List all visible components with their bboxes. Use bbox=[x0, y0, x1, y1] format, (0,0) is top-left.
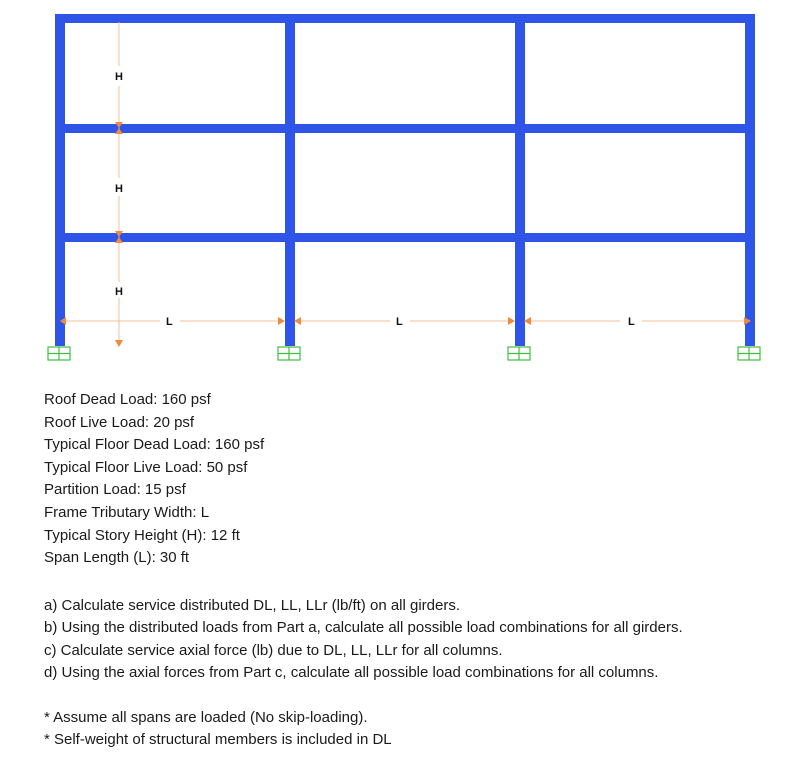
note-self-weight: * Self-weight of structural members is included in DL bbox=[44, 731, 392, 749]
column-2 bbox=[285, 14, 295, 346]
support-1 bbox=[48, 347, 70, 360]
floor-live-load: Typical Floor Live Load: 50 psf bbox=[44, 458, 248, 476]
tributary-width: Frame Tributary Width: L bbox=[44, 503, 210, 521]
span-label-2: L bbox=[396, 316, 403, 328]
height-dimensions bbox=[115, 22, 123, 347]
roof-girder bbox=[56, 14, 753, 23]
question-a: a) Calculate service distributed DL, LL, LLr (lb/ft) on all girders. bbox=[44, 596, 461, 614]
span-label-1: L bbox=[166, 316, 173, 328]
floor-2-girder bbox=[56, 233, 753, 242]
span-dimensions bbox=[60, 316, 751, 328]
support-4 bbox=[738, 347, 760, 360]
story-height: Typical Story Height (H): 12 ft bbox=[44, 526, 240, 544]
roof-dead-load: Roof Dead Load: 160 psf bbox=[44, 391, 211, 408]
note-list bbox=[44, 707, 784, 752]
columns bbox=[55, 14, 755, 346]
height-label-3: H bbox=[115, 286, 123, 298]
roof-live-load: Roof Live Load: 20 psf bbox=[44, 413, 195, 431]
load-list bbox=[44, 389, 784, 570]
note-skip-loading: * Assume all spans are loaded (No skip-loading). bbox=[44, 708, 368, 726]
floor-3-girder bbox=[56, 124, 753, 133]
question-b: b) Using the distributed loads from Part a, calculate all possible load combinations for all girders. bbox=[44, 619, 683, 637]
height-label-1: H bbox=[115, 71, 123, 83]
supports bbox=[48, 347, 760, 360]
column-1 bbox=[55, 14, 65, 346]
partition-load: Partition Load: 15 psf bbox=[44, 481, 186, 499]
girders bbox=[56, 14, 753, 242]
support-3 bbox=[508, 347, 530, 360]
support-2 bbox=[278, 347, 300, 360]
column-4 bbox=[745, 14, 755, 346]
floor-dead-load: Typical Floor Dead Load: 160 psf bbox=[44, 436, 265, 454]
span-label-3: L bbox=[628, 316, 635, 328]
span-length: Span Length (L): 30 ft bbox=[44, 549, 190, 567]
height-label-2: H bbox=[115, 183, 123, 195]
question-d: d) Using the axial forces from Part c, calculate all possible load combinations for all columns. bbox=[44, 664, 659, 682]
frame-diagram bbox=[0, 0, 808, 380]
column-3 bbox=[515, 14, 525, 346]
question-c: c) Calculate service axial force (lb) due to DL, LL, LLr for all columns. bbox=[44, 641, 503, 659]
problem-text bbox=[44, 389, 784, 752]
question-list bbox=[44, 595, 784, 685]
